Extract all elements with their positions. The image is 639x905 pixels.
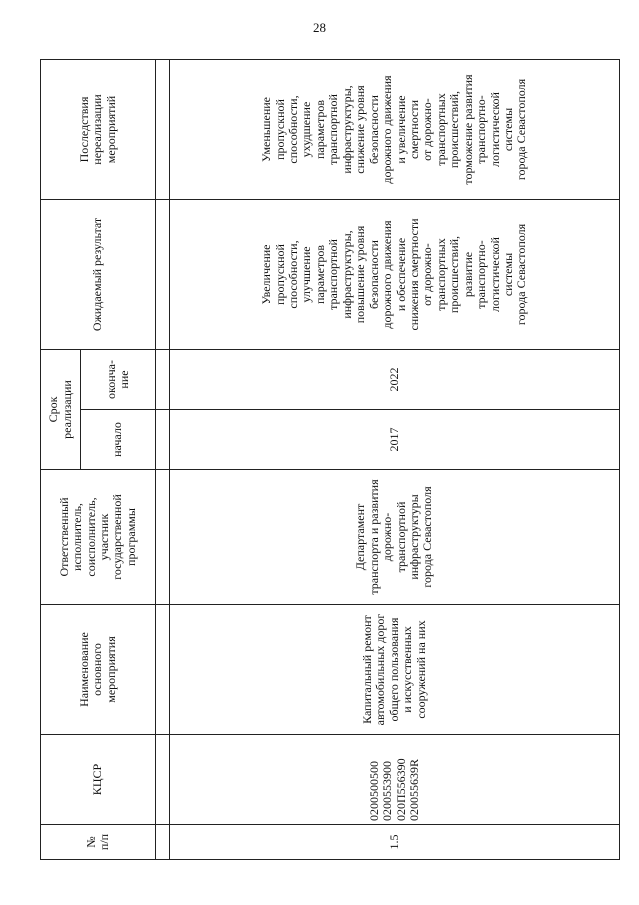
text-line: и искусственных xyxy=(400,626,415,713)
text-line: транспорта и развития xyxy=(366,479,381,595)
text-line: Департамент xyxy=(353,503,368,571)
text-line: транспортной xyxy=(326,94,341,165)
page-number: 28 xyxy=(313,20,326,35)
text-line: города Севастополя xyxy=(514,223,529,326)
text-line: соисполнитель, xyxy=(83,497,98,577)
spacer-cell xyxy=(156,735,170,825)
text-line: снижения смертности xyxy=(406,218,421,331)
text-line: логистической xyxy=(487,92,502,167)
text-line: мероприятия xyxy=(103,636,118,703)
row-name xyxy=(170,605,620,735)
text-line: Наименование xyxy=(76,632,91,707)
text-line: ние xyxy=(117,370,131,389)
text-line: 020055639R xyxy=(406,758,421,821)
text-line: участник xyxy=(97,513,111,561)
text-line: Ответственный xyxy=(56,497,71,577)
spacer-cell xyxy=(156,410,170,470)
spacer-cell xyxy=(156,605,170,735)
text-line: города Севастополя xyxy=(514,78,529,181)
text-line: общего пользования xyxy=(386,617,401,722)
text-line: транспортно- xyxy=(474,240,489,309)
text-line: № xyxy=(83,836,98,848)
header-name xyxy=(41,605,156,735)
text-line: повышение уровня xyxy=(353,225,368,324)
text-line: происшествий, xyxy=(447,235,462,314)
text-line: системы xyxy=(501,252,515,297)
text-line: транспортно- xyxy=(474,95,489,164)
text-line: параметров xyxy=(312,99,327,160)
text-line: системы xyxy=(501,107,515,152)
text-line: происшествий, xyxy=(447,90,462,169)
text-line: пропускной xyxy=(272,99,287,160)
text-line: инфраструктуры xyxy=(406,494,421,580)
text-line: и увеличение xyxy=(393,95,408,164)
spacer-cell xyxy=(156,350,170,410)
text-line: улучшение xyxy=(299,246,314,303)
row-kcsr xyxy=(170,735,620,825)
text-line: основного xyxy=(90,643,105,696)
text-line: смертности xyxy=(406,99,421,160)
header-result xyxy=(41,200,156,350)
rotated-table-container xyxy=(40,60,620,860)
header-kcsr xyxy=(41,735,156,825)
text-line: реализации xyxy=(59,380,74,439)
text-line: Уменьшение xyxy=(259,97,274,162)
text-line: КЦСР xyxy=(90,763,105,796)
text-line: транспортных xyxy=(433,238,448,311)
row-consequences xyxy=(170,60,620,200)
header-executor xyxy=(41,470,156,605)
text-line: 0200500500 xyxy=(366,761,381,821)
text-line: безопасности xyxy=(366,95,381,164)
text-line: исполнитель, xyxy=(70,503,85,571)
text-line: снижение уровня xyxy=(353,85,368,174)
text-line: 020П556390 xyxy=(393,758,408,821)
text-line: инфраструктуры, xyxy=(339,230,354,319)
text-line: инфраструктуры, xyxy=(339,85,354,174)
row-result xyxy=(170,200,620,350)
text-line: развитие xyxy=(460,251,475,298)
text-line: государственной xyxy=(110,494,125,580)
text-line: Увеличение xyxy=(259,244,274,305)
spacer-cell xyxy=(156,200,170,350)
text-line: 0200553900 xyxy=(380,761,395,821)
text-line: города Севастополя xyxy=(420,486,435,588)
text-line: дорожного движения xyxy=(380,75,395,184)
text-line: торможение развития xyxy=(460,74,475,185)
text-line: ухудшение xyxy=(299,101,314,158)
text-line: Последствия xyxy=(76,96,91,163)
text-line: способности, xyxy=(286,240,300,309)
text-line: нереализации xyxy=(90,94,105,165)
text-line: начало xyxy=(110,422,125,457)
text-line: и обеспечение xyxy=(393,237,408,312)
text-line: транспортной xyxy=(326,239,341,310)
text-line: безопасности xyxy=(366,240,381,309)
row-end: 2022 xyxy=(170,350,620,410)
text-line: мероприятий xyxy=(103,95,118,164)
text-line: автомобильных дорог xyxy=(373,613,388,726)
spacer-cell xyxy=(156,825,170,860)
header-consequences xyxy=(41,60,156,200)
text-line: пропускной xyxy=(272,244,287,305)
text-line: дорожно- xyxy=(380,512,395,562)
table-row xyxy=(170,60,620,860)
text-line: программы xyxy=(123,508,138,566)
row-start: 2017 xyxy=(170,410,620,470)
measures-table xyxy=(40,59,620,860)
text-line: Срок xyxy=(46,396,61,423)
text-line: дорожного движения xyxy=(380,220,395,329)
text-line: транспортных xyxy=(433,93,448,166)
text-line: способности, xyxy=(286,95,300,164)
text-line: параметров xyxy=(312,244,327,305)
text-line: логистической xyxy=(487,237,502,312)
text-line: п/п xyxy=(97,833,111,851)
text-line: сооружений на них xyxy=(413,620,428,719)
text-line: транспортной xyxy=(393,501,408,573)
text-line: Ожидаемый результат xyxy=(90,217,105,332)
header-term-start xyxy=(81,410,156,470)
text-line: от дорожно- xyxy=(420,98,435,161)
row-num: 1.5 xyxy=(170,825,620,860)
text-line: от дорожно- xyxy=(420,243,435,306)
text-line: Капитальный ремонт xyxy=(359,615,374,724)
header-num xyxy=(41,825,156,860)
spacer-cell xyxy=(156,60,170,200)
row-executor xyxy=(170,470,620,605)
header-term-end xyxy=(81,350,156,410)
header-term xyxy=(41,350,81,470)
spacer-cell xyxy=(156,470,170,605)
text-line: оконча- xyxy=(103,360,118,399)
